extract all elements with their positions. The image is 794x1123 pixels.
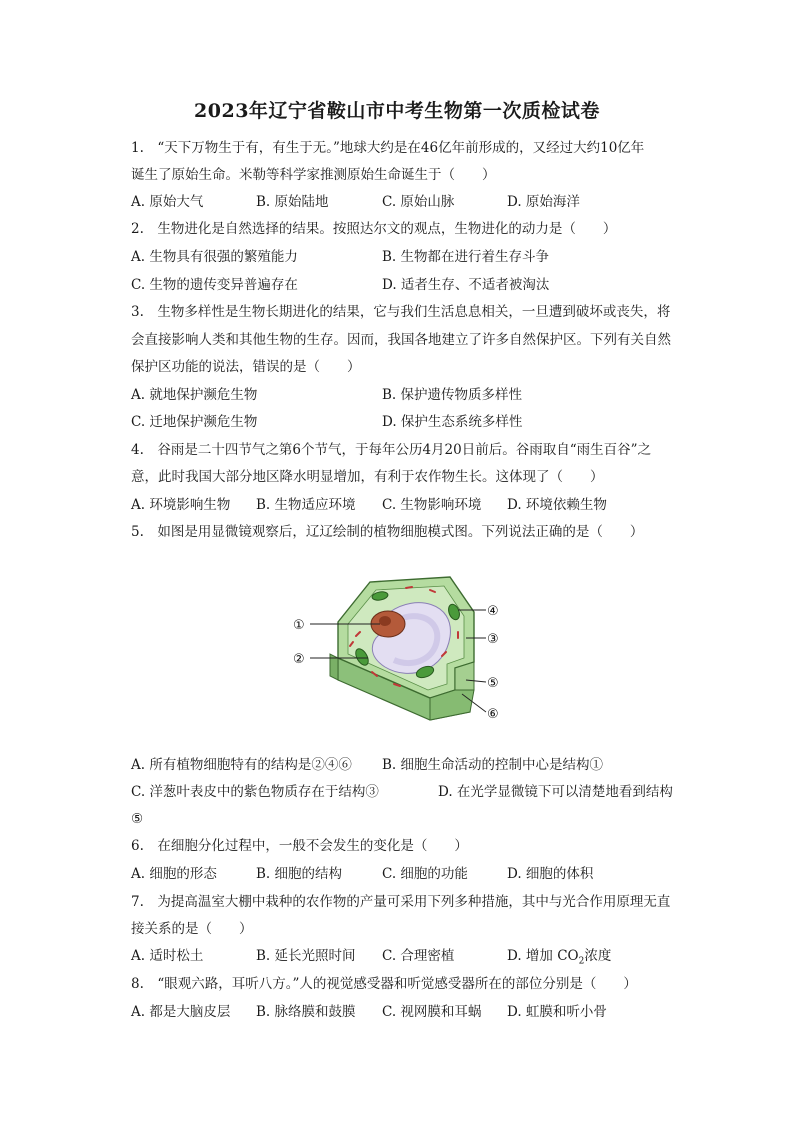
option-d-subscript: 2 <box>578 956 585 967</box>
question-1-option-c: C. 原始山脉 <box>382 194 455 210</box>
question-2-option-a: A. 生物具有很强的繁殖能力 <box>131 249 298 265</box>
question-2-option-d: D. 适者生存、不适者被淘汰 <box>382 277 550 293</box>
question-7-option-c: C. 合理密植 <box>382 948 455 964</box>
question-4-option-b: B. 生物适应环境 <box>256 497 356 513</box>
question-4-option-c: C. 生物影响环境 <box>382 497 482 513</box>
question-2-stem: 2. 生物进化是自然选择的结果。按照达尔文的观点，生物进化的动力是（ ） <box>131 221 617 237</box>
option-d-text: D. 增加 CO <box>507 948 579 964</box>
question-7-stem-line-1: 7. 为提高温室大棚中栽种的农作物的产量可采用下列多种措施，其中与光合作用原理无直 <box>131 894 671 910</box>
label-6: ⑥ <box>487 707 499 722</box>
question-1-option-b: B. 原始陆地 <box>256 194 329 210</box>
label-1: ① <box>293 618 305 633</box>
question-4-stem-line-1: 4. 谷雨是二十四节气之第6个节气，于每年公历4月20日前后。谷雨取自“雨生百谷”之 <box>131 442 652 458</box>
question-7-option-b: B. 延长光照时间 <box>256 948 356 964</box>
cell-prism <box>330 577 474 720</box>
question-5-option-d: D. 在光学显微镜下可以清楚地看到结构 <box>438 784 673 800</box>
question-7-option-a: A. 适时松土 <box>131 948 204 964</box>
question-7-option-d <box>507 947 611 971</box>
question-5-option-c: C. 洋葱叶表皮中的紫色物质存在于结构③ <box>131 784 379 800</box>
question-3-stem-line-3: 保护区功能的说法，错误的是（ ） <box>131 359 361 375</box>
question-2-option-b: B. 生物都在进行着生存斗争 <box>382 249 550 265</box>
question-1-stem-line-2: 诞生了原始生命。米勒等科学家推测原始生命诞生于（ ） <box>131 167 496 183</box>
question-1-stem-line-1: 1. “天下万物生于有，有生于无。”地球大约是在46亿年前形成的，又经过大约10亿年 <box>131 140 645 156</box>
question-6-option-a: A. 细胞的形态 <box>131 866 217 882</box>
question-5-option-b: B. 细胞生命活动的控制中心是结构① <box>382 757 604 773</box>
label-4: ④ <box>487 604 499 619</box>
question-4-option-a: A. 环境影响生物 <box>131 497 231 513</box>
question-3-option-d: D. 保护生态系统多样性 <box>382 414 523 430</box>
question-1-option-a: A. 原始大气 <box>131 194 204 210</box>
question-4-option-d: D. 环境依赖生物 <box>507 497 607 513</box>
question-8-option-b: B. 脉络膜和鼓膜 <box>256 1004 356 1020</box>
label-5: ⑤ <box>487 676 499 691</box>
question-6-option-c: C. 细胞的功能 <box>382 866 468 882</box>
question-8-option-d: D. 虹膜和听小骨 <box>507 1004 607 1020</box>
question-3-stem-line-1: 3. 生物多样性是生物长期进化的结果，它与我们生活息息相关，一旦遭到破坏或丧失，将 <box>131 304 671 320</box>
question-5-stem: 5. 如图是用显微镜观察后，辽辽绘制的植物细胞模式图。下列说法正确的是（ ） <box>131 524 644 540</box>
question-3-option-a: A. 就地保护濒危生物 <box>131 387 258 403</box>
question-8-option-c: C. 视网膜和耳蜗 <box>382 1004 482 1020</box>
label-3: ③ <box>487 632 499 647</box>
question-5-option-d-cont: ⑤ <box>131 811 144 827</box>
question-4-stem-line-2: 意，此时我国大部分地区降水明显增加，有利于农作物生长。这体现了（ ） <box>131 469 604 485</box>
question-7-stem-line-2: 接关系的是（ ） <box>131 921 253 937</box>
page-title: 2023年辽宁省鞍山市中考生物第一次质检试卷 <box>194 100 600 122</box>
question-8-option-a: A. 都是大脑皮层 <box>131 1004 231 1020</box>
option-d-suffix: 浓度 <box>584 948 612 964</box>
question-1-option-d: D. 原始海洋 <box>507 194 580 210</box>
question-2-option-c: C. 生物的遗传变异普遍存在 <box>131 277 298 293</box>
question-3-option-c: C. 迁地保护濒危生物 <box>131 414 258 430</box>
question-6-option-d: D. 细胞的体积 <box>507 866 594 882</box>
plant-cell-diagram <box>290 572 510 730</box>
question-8-stem: 8. “眼观六路，耳听八方。”人的视觉感受器和听觉感受器所在的部位分别是（ ） <box>131 976 637 992</box>
label-2: ② <box>293 652 305 667</box>
question-5-option-a: A. 所有植物细胞特有的结构是②④⑥ <box>131 757 352 773</box>
question-6-stem: 6. 在细胞分化过程中，一般不会发生的变化是（ ） <box>131 838 468 854</box>
question-3-option-b: B. 保护遗传物质多样性 <box>382 387 523 403</box>
question-6-option-b: B. 细胞的结构 <box>256 866 343 882</box>
question-3-stem-line-2: 会直接影响人类和其他生物的生存。因而，我国各地建立了许多自然保护区。下列有关自然 <box>131 332 671 348</box>
